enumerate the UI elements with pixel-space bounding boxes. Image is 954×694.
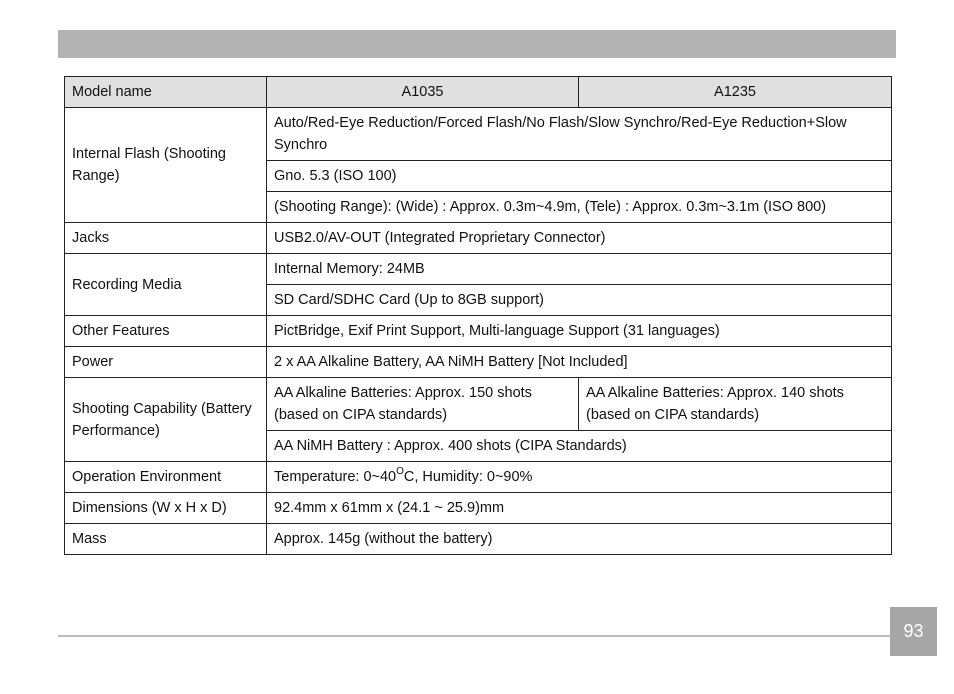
- model-a1035: A1035: [267, 77, 579, 108]
- environment-value: [267, 462, 892, 493]
- power-label: Power: [65, 347, 267, 378]
- dimensions-label: Dimensions (W x H x D): [65, 493, 267, 524]
- other-features-value: PictBridge, Exif Print Support, Multi-language Support (31 languages): [267, 316, 892, 347]
- power-value: 2 x AA Alkaline Battery, AA NiMH Battery [Not Included]: [267, 347, 892, 378]
- table-row: [65, 254, 892, 285]
- table-row: [65, 524, 892, 555]
- shooting-alkaline-a1235: AA Alkaline Batteries: Approx. 140 shots (based on CIPA standards): [579, 378, 892, 431]
- flash-range: (Shooting Range): (Wide) : Approx. 0.3m~4.9m, (Tele) : Approx. 0.3m~3.1m (ISO 800): [267, 192, 892, 223]
- table-row: [65, 378, 892, 431]
- temp-suffix: C, Humidity: 0~90%: [403, 469, 533, 485]
- table-row: [65, 316, 892, 347]
- shooting-label: Shooting Capability (Battery Performance): [65, 378, 267, 462]
- shooting-nimh: AA NiMH Battery : Approx. 400 shots (CIPA Standards): [267, 431, 892, 462]
- flash-modes: Auto/Red-Eye Reduction/Forced Flash/No Flash/Slow Synchro/Red-Eye Reduction+Slow Synchro: [267, 108, 892, 161]
- media-internal: Internal Memory: 24MB: [267, 254, 892, 285]
- media-card: SD Card/SDHC Card (Up to 8GB support): [267, 285, 892, 316]
- table-row: [65, 462, 892, 493]
- header-bar: [58, 30, 896, 58]
- shooting-alkaline-a1035: AA Alkaline Batteries: Approx. 150 shots (based on CIPA standards): [267, 378, 579, 431]
- media-label: Recording Media: [65, 254, 267, 316]
- model-name-label: Model name: [65, 77, 267, 108]
- table-row: [65, 347, 892, 378]
- flash-gno: Gno. 5.3 (ISO 100): [267, 161, 892, 192]
- jacks-label: Jacks: [65, 223, 267, 254]
- specifications-table: [64, 76, 892, 555]
- table-row: [65, 493, 892, 524]
- jacks-value: USB2.0/AV-OUT (Integrated Proprietary Connector): [267, 223, 892, 254]
- table-row: [65, 108, 892, 161]
- mass-label: Mass: [65, 524, 267, 555]
- degree-mark: O: [396, 466, 404, 478]
- model-a1235: A1235: [579, 77, 892, 108]
- other-features-label: Other Features: [65, 316, 267, 347]
- environment-label: Operation Environment: [65, 462, 267, 493]
- temp-prefix: Temperature: 0~40: [274, 469, 397, 485]
- dimensions-value: 92.4mm x 61mm x (24.1 ~ 25.9)mm: [267, 493, 892, 524]
- table-header-row: [65, 77, 892, 108]
- page-number: 93: [890, 607, 937, 656]
- flash-label: Internal Flash (Shooting Range): [65, 108, 267, 223]
- table-row: [65, 223, 892, 254]
- footer-divider: [58, 635, 890, 637]
- mass-value: Approx. 145g (without the battery): [267, 524, 892, 555]
